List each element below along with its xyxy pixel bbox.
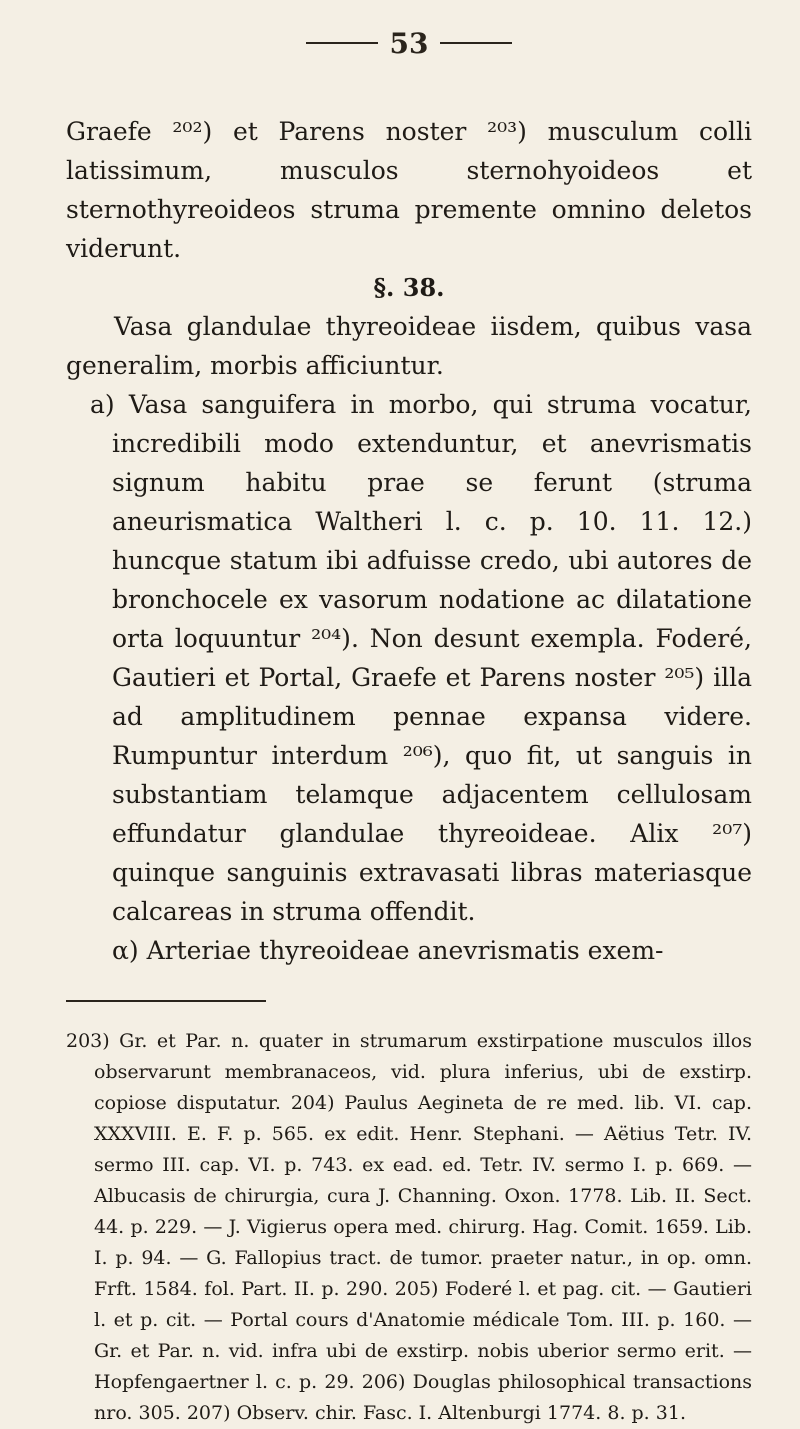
paragraph-vasa: Vasa glandulae thyreoideae iisdem, quibus vasa generalim, morbis afficiuntur.	[66, 312, 752, 380]
paragraph-vasa-sanguifera: a) Vasa sanguifera in morbo, qui struma vocatur, incredibili modo extenduntur, et anevrismatis signum habitu prae se ferunt (struma aneurismatica Waltheri l. c. p. 10. 11. 12.) huncque statum ibi adfuisse credo, ubi autores de bronchocele ex vasorum nodatione ac dilatatione orta loquuntur ²⁰⁴). Non desunt exempla. Foderé, Gautieri et Portal, Graefe et Parens noster ²⁰⁵) illa ad amplitudinem pennae expansa videre. Rumpuntur interdum ²⁰⁶), quo fit, ut sanguis in substantiam telamque adjacentem cellulosam effundatur glandulae thyreoideae. Alix ²⁰⁷) quinque sanguinis extravasati libras materiasque calcareas in struma offendit.	[90, 390, 752, 926]
header-rule-right	[440, 42, 512, 44]
page-number: 53	[389, 26, 429, 60]
footnotes	[66, 1026, 752, 1429]
main-text	[66, 112, 752, 970]
page-header	[66, 0, 752, 68]
paragraph-arteriae: α) Arteriae thyreoideae anevrismatis exem-	[112, 936, 664, 965]
paragraph-intro: Graefe ²⁰²) et Parens noster ²⁰³) musculum colli latissimum, musculos sternohyoideos et sternothyreoideos struma premente omnino deletos viderunt.	[66, 117, 752, 263]
section-heading: §. 38.	[373, 273, 445, 302]
footnote-block: 203) Gr. et Par. n. quater in strumarum exstirpatione musculos illos observarunt membranaceos, vid. plura inferius, ubi de exstirp. copiose disputatur. 204) Paulus Aegineta de re med. lib. VI. cap. XXXVIII. E. F. p. 565. ex edit. Henr. Stephani. — Aëtius Tetr. IV. sermo III. cap. VI. p. 743. ex ead. ed. Tetr. IV. sermo I. p. 669. — Albucasis de chirurgia, cura J. Channing. Oxon. 1778. Lib. II. Sect. 44. p. 229. — J. Vigierus opera med. chirurg. Hag. Comit. 1659. Lib. I. p. 94. — G. Fallopius tract. de tumor. praeter natur., in op. omn. Frft. 1584. fol. Part. II. p. 290. 205) Foderé l. et pag. cit. — Gautieri l. et p. cit. — Portal cours d'Anatomie médicale Tom. III. p. 160. — Gr. et Par. n. vid. infra ubi de exstirp. nobis uberior sermo erit. — Hopfengaertner l. c. p. 29. 206) Douglas philosophical transactions nro. 305. 207) Observ. chir. Fasc. I. Altenburgi 1774. 8. p. 31.	[66, 1030, 752, 1424]
header-rule-left	[306, 42, 378, 44]
footnote-divider	[66, 1000, 266, 1002]
